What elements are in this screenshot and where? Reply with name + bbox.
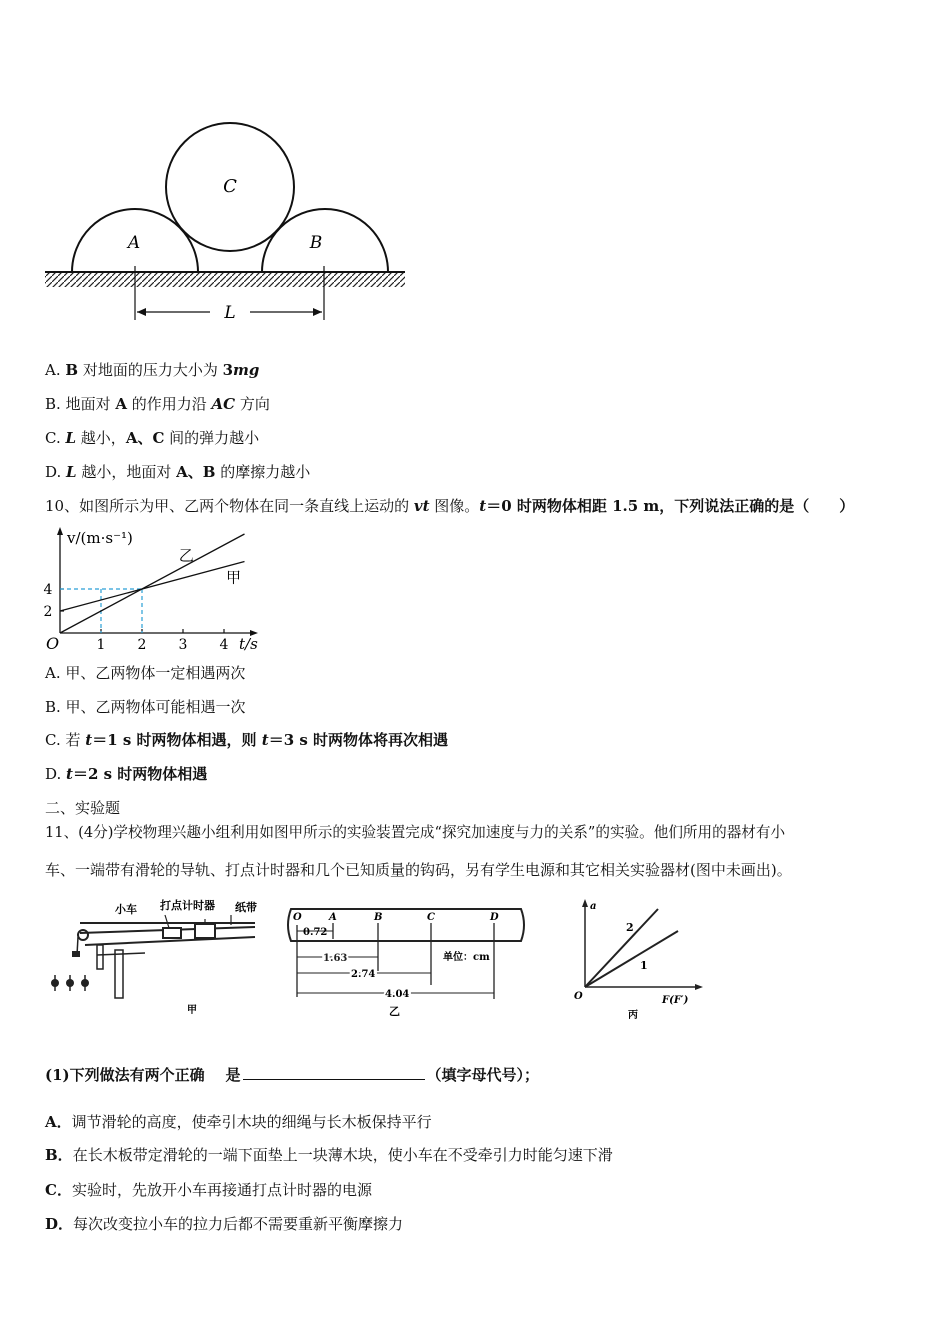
q9-option-c: C. L 越小，A、C 间的弹力越小 xyxy=(45,429,260,447)
hook-weights xyxy=(51,975,89,991)
q10-option-c: C. 若 t＝1 s 时两物体相遇，则 t＝3 s 时两物体将再次相遇 xyxy=(45,731,449,749)
q10-stem: 10、如图所示为甲、乙两个物体在同一条直线上运动的 vt 图像。t＝0 时两物体相距 1.5 m，下列说法正确的是（ ） xyxy=(45,497,855,515)
q10-option-d: D. t＝2 s 时两物体相遇 xyxy=(45,765,208,783)
section-title: 二、实验题 xyxy=(45,799,121,817)
label-tape: 纸带 xyxy=(235,901,257,914)
tape-point-b: B xyxy=(374,912,383,923)
x-tick-label-1: 1 xyxy=(96,637,106,653)
label-a: A xyxy=(127,233,141,253)
dist-0-72: 0.72 xyxy=(303,927,328,938)
label-car: 小车 xyxy=(115,903,137,916)
af-graph-figure xyxy=(570,895,710,1020)
q9-option-d: D. L 越小，地面对 A、B 的摩擦力越小 xyxy=(45,463,311,481)
q11-option-a: A．调节滑轮的高度，使牵引木块的细绳与长木板保持平行 xyxy=(45,1113,432,1131)
q11-option-d: D．每次改变拉小车的拉力后都不需要重新平衡摩擦力 xyxy=(45,1215,404,1233)
caption-yi: 乙 xyxy=(389,1005,400,1018)
q10-option-b: B. 甲、乙两物体可能相遇一次 xyxy=(45,698,246,716)
x-tick-label-4: 4 xyxy=(219,637,229,653)
tape-point-a: A xyxy=(329,912,337,923)
q9-option-a: A. B 对地面的压力大小为 3mg xyxy=(45,361,260,379)
dist-2-74: 2.74 xyxy=(351,969,376,980)
af-line-2 xyxy=(585,909,658,987)
label-l: L xyxy=(224,303,236,323)
x-tick-label-3: 3 xyxy=(178,637,188,653)
label-timer: 打点计时器 xyxy=(160,899,215,912)
q11-option-c: C．实验时，先放开小车再接通打点计时器的电源 xyxy=(45,1181,372,1199)
x-axis-label: t/s xyxy=(239,635,258,653)
caption-bing: 丙 xyxy=(628,1010,638,1021)
series-label-2: 乙 xyxy=(178,546,194,565)
dist-1-63: 1.63 xyxy=(323,953,348,964)
af-line-1-label: 1 xyxy=(640,959,648,972)
origin-label: O xyxy=(46,634,60,653)
af-y-label: a xyxy=(590,901,597,912)
q11-sub1: (1)下列做法有两个正确 是 （填字母代号）； xyxy=(45,1066,540,1084)
af-line-2-label: 2 xyxy=(626,921,634,934)
caption-jia: 甲 xyxy=(187,1005,197,1016)
apparatus-figure xyxy=(45,895,260,1020)
tape-point-d: D xyxy=(490,912,499,923)
tape-point-o: O xyxy=(293,912,302,923)
tape-unit: 单位：cm xyxy=(443,952,490,963)
af-origin: O xyxy=(574,991,583,1002)
x-tick-label-2: 2 xyxy=(137,637,147,653)
q9-option-b: B. 地面对 A 的作用力沿 AC 方向 xyxy=(45,395,270,413)
cylinders-figure xyxy=(40,120,410,330)
series-line-1 xyxy=(60,562,245,612)
y-tick-label-2: 2 xyxy=(43,604,53,620)
label-c: C xyxy=(223,176,237,197)
series-label-1: 甲 xyxy=(226,568,242,587)
timer xyxy=(195,924,215,938)
dist-4-04: 4.04 xyxy=(385,989,410,1000)
tape-figure xyxy=(283,895,528,1020)
ground-hatch xyxy=(45,272,405,287)
cart xyxy=(163,928,181,938)
series-line-2 xyxy=(60,534,245,633)
af-line-1 xyxy=(585,931,678,987)
q11-stem-line2: 车、一端带有滑轮的导轨、打点计时器和几个已知质量的钩码，另有学生电源和其它相关实验器材(图中未画出)。 xyxy=(45,861,792,879)
q11-option-b: B．在长木板带定滑轮的一端下面垫上一块薄木块，使小车在不受牵引力时能匀速下滑 xyxy=(45,1146,613,1164)
q10-option-a: A. 甲、乙两物体一定相遇两次 xyxy=(45,664,246,682)
answer-blank[interactable] xyxy=(243,1065,425,1080)
vt-chart xyxy=(40,525,270,655)
af-x-label: F(F′) xyxy=(662,995,689,1006)
tape-point-c: C xyxy=(427,912,435,923)
label-b: B xyxy=(309,233,323,253)
y-tick-label-4: 4 xyxy=(43,582,53,598)
q11-stem-line1: 11、(4分)学校物理兴趣小组利用如图甲所示的实验装置完成“探究加速度与力的关系”的实验。他们所用的器材有小 xyxy=(45,824,786,841)
y-axis-label: v/(m·s⁻¹) xyxy=(67,529,133,547)
